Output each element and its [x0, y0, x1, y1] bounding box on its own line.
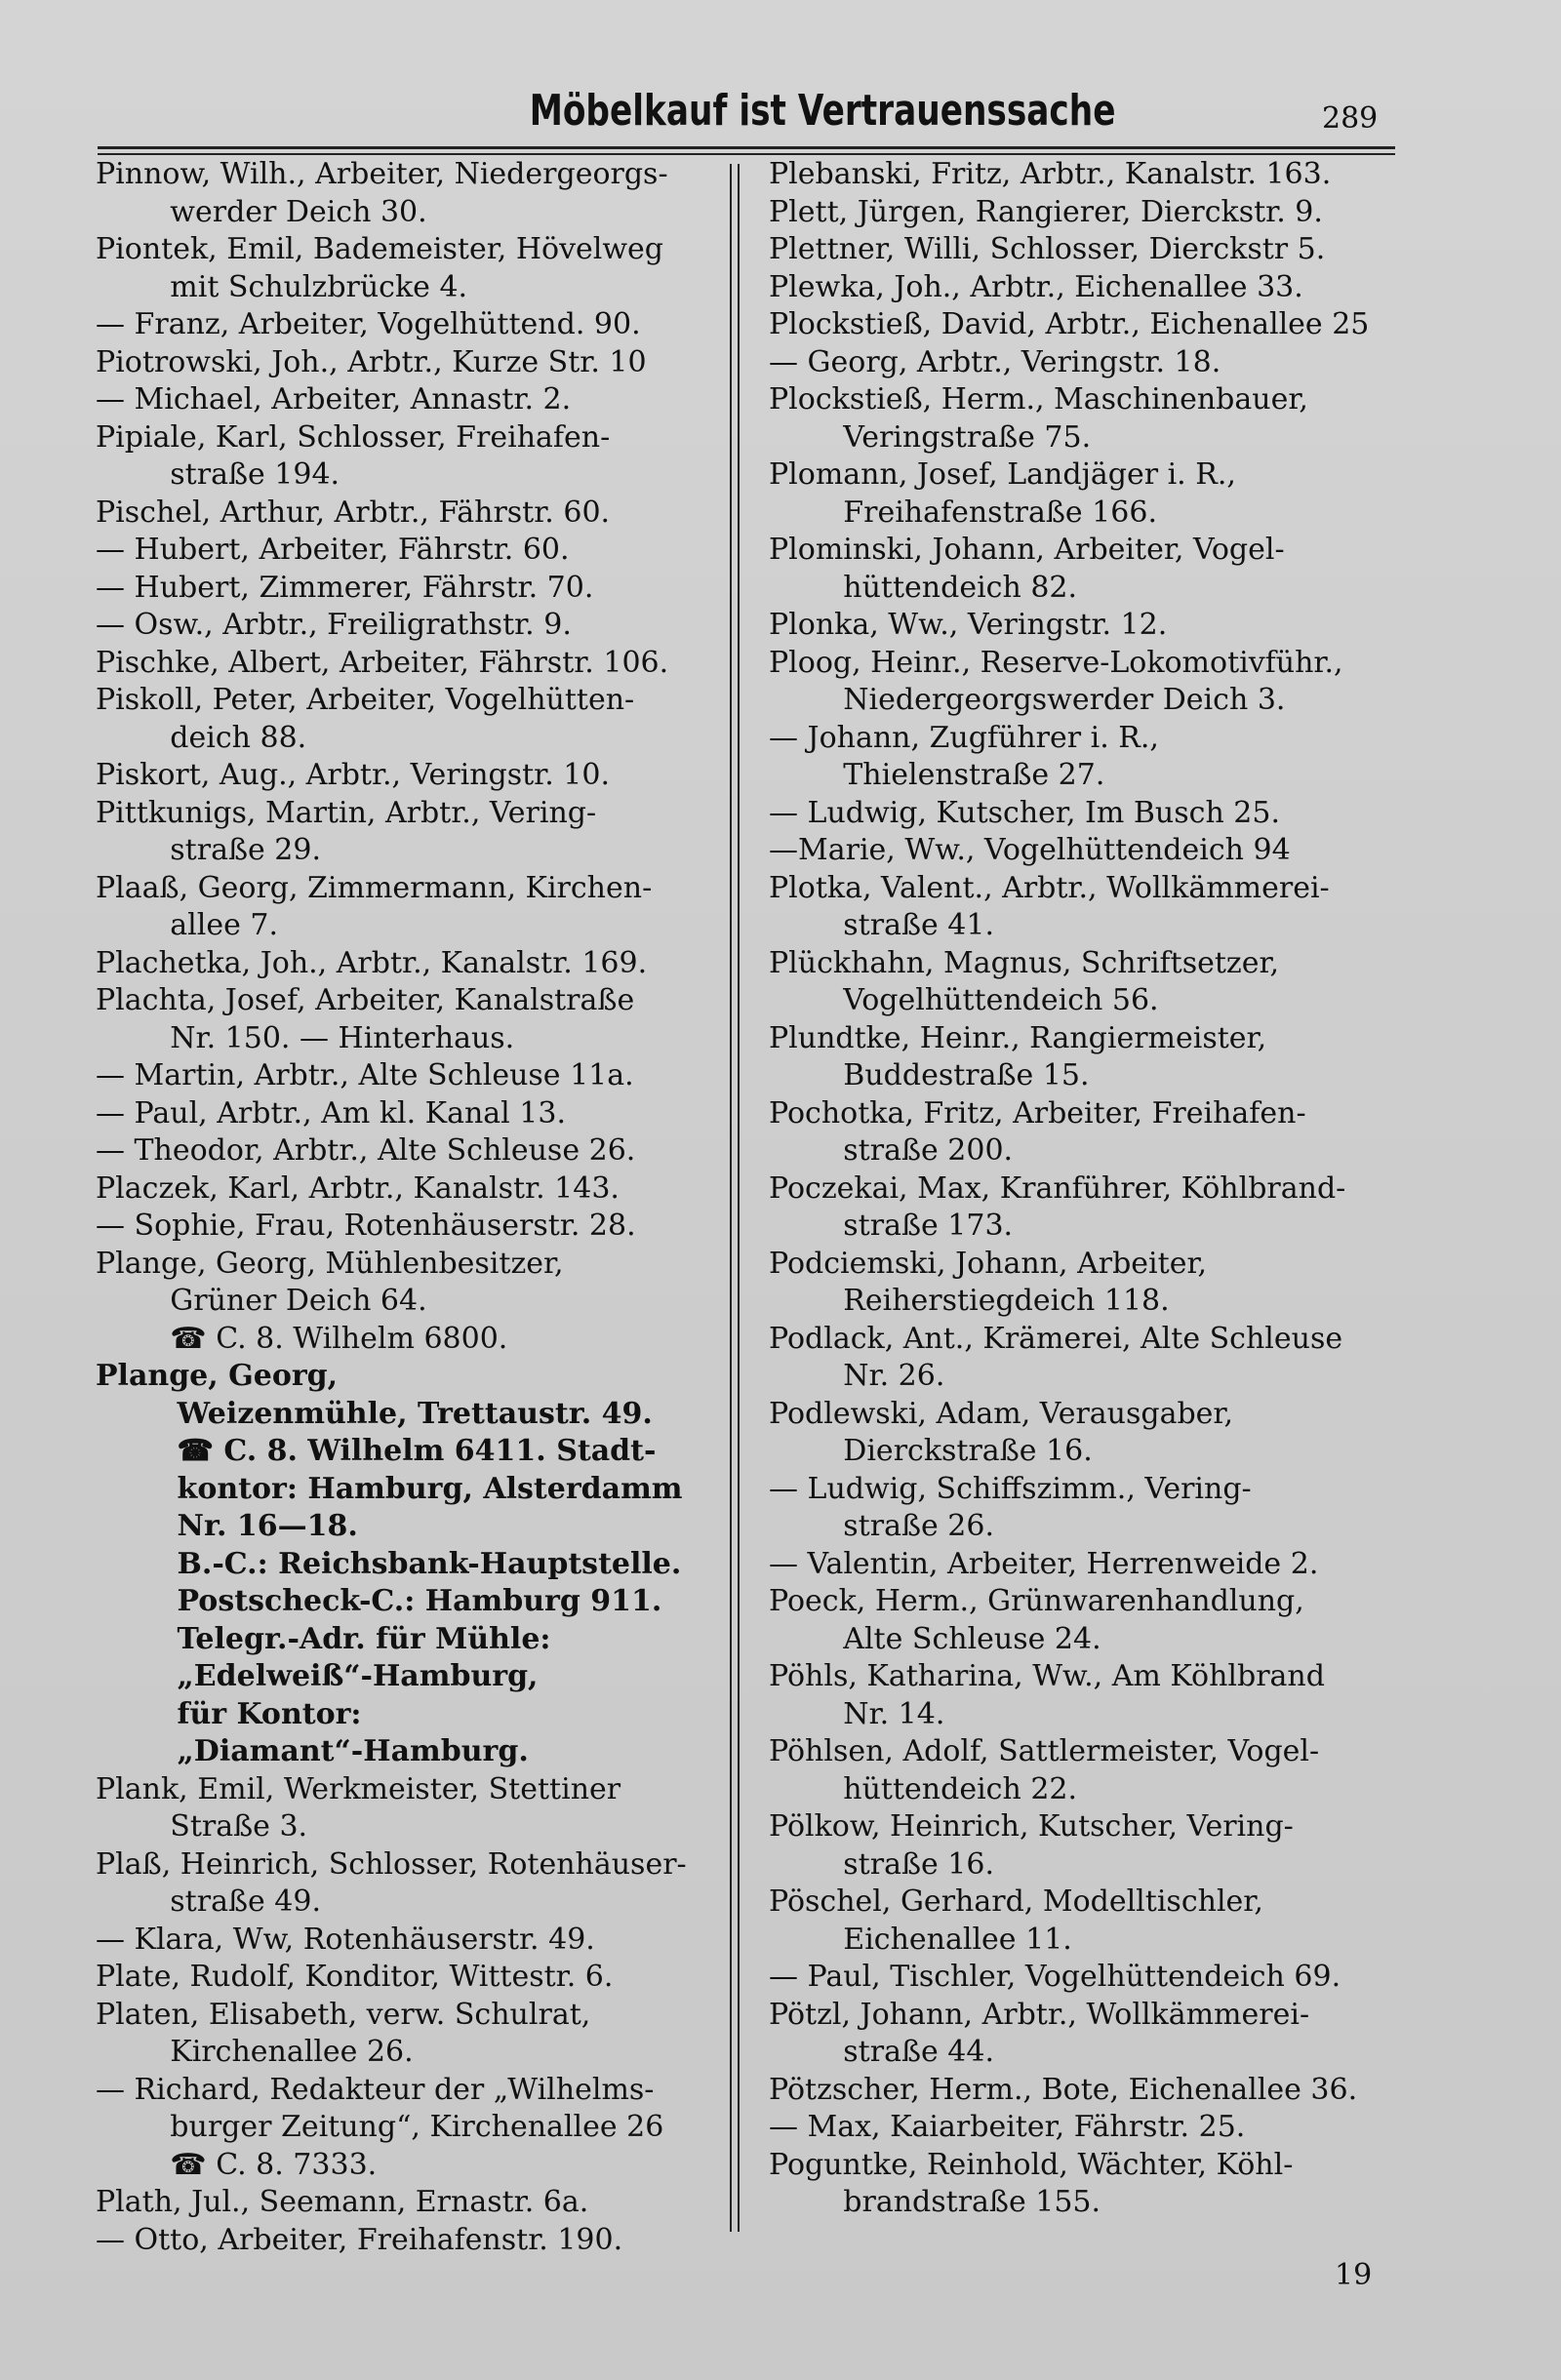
directory-entry-line: Plaaß, Georg, Zimmermann, Kirchen-: [96, 870, 653, 905]
directory-entry-line: für Kontor:: [96, 1696, 362, 1731]
directory-entry-line: Plachta, Josef, Arbeiter, Kanalstraße: [96, 983, 635, 1017]
directory-entry-line: — Paul, Arbtr., Am kl. Kanal 13.: [96, 1095, 567, 1130]
directory-entry-line: Poeck, Herm., Grünwarenhandlung,: [769, 1584, 1304, 1618]
directory-entry-line: Plange, Georg, Mühlenbesitzer,: [96, 1246, 564, 1281]
directory-entry-line: — Georg, Arbtr., Veringstr. 18.: [769, 344, 1221, 379]
directory-entry-line: kontor: Hamburg, Alsterdamm: [96, 1471, 683, 1506]
running-head: Möbelkauf ist Vertrauenssache: [529, 86, 1116, 136]
directory-entry-line: Plotka, Valent., Arbtr., Wollkämmerei-: [769, 870, 1330, 905]
directory-entry-line: — Hubert, Zimmerer, Fährstr. 70.: [96, 570, 594, 605]
directory-entry-line: — Ludwig, Kutscher, Im Busch 25.: [769, 795, 1281, 830]
directory-entry-line: Plett, Jürgen, Rangierer, Dierckstr. 9.: [769, 194, 1323, 229]
directory-entry-line: Placzek, Karl, Arbtr., Kanalstr. 143.: [96, 1170, 620, 1206]
directory-entry-line: Plockstieß, Herm., Maschinenbauer,: [769, 382, 1308, 416]
directory-entry-line: Plundtke, Heinr., Rangiermeister,: [769, 1020, 1267, 1055]
directory-entry-line: Pöhls, Katharina, Ww., Am Köhlbrand: [769, 1659, 1325, 1693]
directory-entry-line: Ploog, Heinr., Reserve-Lokomotivführ.,: [769, 645, 1343, 680]
column-divider: [738, 164, 740, 2232]
directory-entry-line: mit Schulzbrücke 4.: [96, 269, 468, 304]
directory-entry-line: Grüner Deich 64.: [96, 1284, 427, 1318]
directory-entry-line: — Paul, Tischler, Vogelhüttendeich 69.: [769, 1960, 1341, 1994]
directory-entry-line: werder Deich 30.: [96, 194, 427, 229]
directory-entry-line: brandstraße 155.: [769, 2185, 1101, 2219]
directory-entry-line: Pinnow, Wilh., Arbeiter, Niedergeorgs-: [96, 157, 668, 191]
directory-entry-line: Telegr.-Adr. für Mühle:: [96, 1621, 551, 1656]
directory-entry-line: Alte Schleuse 24.: [769, 1621, 1101, 1656]
directory-entry-line: Podlewski, Adam, Verausgaber,: [769, 1396, 1234, 1431]
directory-entry-line: Dierckstraße 16.: [769, 1434, 1093, 1468]
directory-entry-line: Pölkow, Heinrich, Kutscher, Vering-: [769, 1809, 1294, 1844]
directory-entry-line: — Klara, Ww, Rotenhäuserstr. 49.: [96, 1922, 595, 1957]
directory-entry-line: ☎ C. 8. Wilhelm 6411. Stadt-: [96, 1434, 657, 1468]
page-number: 289: [1322, 101, 1379, 136]
directory-entry-line: Plange, Georg,: [96, 1359, 339, 1393]
directory-entry-line: Veringstraße 75.: [769, 419, 1092, 455]
directory-entry-line: — Franz, Arbeiter, Vogelhüttend. 90.: [96, 307, 641, 341]
directory-entry-line: Plettner, Willi, Schlosser, Dierckstr 5.: [769, 232, 1326, 266]
directory-entry-line: — Theodor, Arbtr., Alte Schleuse 26.: [96, 1133, 636, 1168]
directory-entry-line: — Michael, Arbeiter, Annastr. 2.: [96, 382, 572, 416]
column-divider: [730, 164, 732, 2232]
directory-entry-line: hüttendeich 82.: [769, 570, 1078, 605]
directory-entry-line: Platen, Elisabeth, verw. Schulrat,: [96, 1997, 591, 2032]
directory-entry-line: Straße 3.: [96, 1809, 308, 1844]
directory-entry-line: — Osw., Arbtr., Freiligrathstr. 9.: [96, 608, 572, 642]
directory-entry-line: B.-C.: Reichsbank-Hauptstelle.: [96, 1546, 682, 1581]
header-rule: [98, 146, 1395, 149]
directory-entry-line: Plockstieß, David, Arbtr., Eichenallee 25: [769, 307, 1370, 341]
directory-entry-line: straße 16.: [769, 1846, 995, 1882]
directory-entry-line: — Ludwig, Schiffszimm., Vering-: [769, 1471, 1252, 1506]
directory-entry-line: Thielenstraße 27.: [769, 758, 1105, 792]
directory-entry-line: Buddestraße 15.: [769, 1058, 1090, 1092]
directory-entry-line: Plachetka, Joh., Arbtr., Kanalstr. 169.: [96, 945, 648, 980]
directory-entry-line: „Diamant“-Hamburg.: [96, 1734, 529, 1768]
directory-entry-line: — Johann, Zugführer i. R.,: [769, 720, 1159, 755]
signature-number: 19: [1335, 2258, 1373, 2292]
directory-entry-line: Nr. 14.: [769, 1696, 945, 1731]
directory-entry-line: Postscheck-C.: Hamburg 911.: [96, 1584, 662, 1618]
directory-entry-line: straße 49.: [96, 1884, 322, 1919]
directory-entry-line: Niedergeorgswerder Deich 3.: [769, 683, 1286, 717]
directory-entry-line: „Edelweiß“-Hamburg,: [96, 1659, 539, 1693]
directory-entry-line: — Martin, Arbtr., Alte Schleuse 11a.: [96, 1058, 634, 1092]
directory-entry-line: Vogelhüttendeich 56.: [769, 983, 1159, 1017]
directory-entry-line: Pötzscher, Herm., Bote, Eichenallee 36.: [769, 2072, 1358, 2107]
directory-entry-line: straße 44.: [769, 2035, 995, 2069]
header-rule-thin: [98, 153, 1395, 155]
directory-entry-line: Nr. 26.: [769, 1359, 945, 1393]
directory-entry-line: Pipiale, Karl, Schlosser, Freihafen-: [96, 419, 611, 455]
directory-entry-line: Plewka, Joh., Arbtr., Eichenallee 33.: [769, 269, 1303, 304]
directory-entry-line: ☎ C. 8. 7333.: [96, 2147, 378, 2182]
directory-entry-line: Plonka, Ww., Veringstr. 12.: [769, 608, 1168, 642]
directory-entry-line: Piskort, Aug., Arbtr., Veringstr. 10.: [96, 758, 611, 792]
directory-entry-line: straße 41.: [769, 908, 995, 942]
directory-entry-line: Reiherstiegdeich 118.: [769, 1284, 1170, 1318]
directory-entry-line: —Marie, Ww., Vogelhüttendeich 94: [769, 833, 1291, 867]
directory-entry-line: Pötzl, Johann, Arbtr., Wollkämmerei-: [769, 1997, 1310, 2032]
directory-entry-line: deich 88.: [96, 720, 307, 755]
directory-entry-line: Pittkunigs, Martin, Arbtr., Vering-: [96, 795, 597, 830]
directory-entry-line: Nr. 16—18.: [96, 1509, 358, 1543]
directory-entry-line: Poguntke, Reinhold, Wächter, Köhl-: [769, 2147, 1294, 2182]
directory-entry-line: Poczekai, Max, Kranführer, Köhlbrand-: [769, 1170, 1346, 1206]
directory-entry-line: Piskoll, Peter, Arbeiter, Vogelhütten-: [96, 683, 635, 717]
directory-entry-line: straße 194.: [96, 457, 340, 492]
directory-entry-line: Plath, Jul., Seemann, Ernastr. 6a.: [96, 2185, 589, 2219]
directory-entry-line: Pischel, Arthur, Arbtr., Fährstr. 60.: [96, 495, 611, 530]
directory-entry-line: straße 173.: [769, 1209, 1014, 1243]
directory-entry-line: straße 29.: [96, 833, 322, 867]
directory-entry-line: Plank, Emil, Werkmeister, Stettiner: [96, 1771, 621, 1806]
directory-entry-line: — Max, Kaiarbeiter, Fährstr. 25.: [769, 2110, 1246, 2144]
directory-entry-line: Pochotka, Fritz, Arbeiter, Freihafen-: [769, 1095, 1306, 1130]
directory-entry-line: Plückhahn, Magnus, Schriftsetzer,: [769, 945, 1280, 980]
directory-entry-line: Nr. 150. — Hinterhaus.: [96, 1020, 515, 1055]
directory-entry-line: — Richard, Redakteur der „Wilhelms-: [96, 2072, 655, 2107]
directory-entry-line: allee 7.: [96, 908, 279, 942]
directory-entry-line: Podciemski, Johann, Arbeiter,: [769, 1246, 1208, 1281]
directory-entry-line: burger Zeitung“, Kirchenallee 26: [96, 2110, 664, 2144]
directory-entry-line: — Sophie, Frau, Rotenhäuserstr. 28.: [96, 1209, 636, 1243]
directory-entry-line: Kirchenallee 26.: [96, 2035, 414, 2069]
directory-entry-line: Pöhlsen, Adolf, Sattlermeister, Vogel-: [769, 1734, 1320, 1768]
directory-entry-line: Podlack, Ant., Krämerei, Alte Schleuse: [769, 1321, 1343, 1356]
directory-entry-line: — Valentin, Arbeiter, Herrenweide 2.: [769, 1546, 1319, 1581]
directory-entry-line: straße 200.: [769, 1133, 1014, 1168]
left-column: [96, 156, 720, 2259]
right-column: [769, 156, 1403, 2222]
directory-entry-line: ☎ C. 8. Wilhelm 6800.: [96, 1321, 508, 1356]
directory-entry-line: Plate, Rudolf, Konditor, Wittestr. 6.: [96, 1960, 614, 1994]
directory-entry-line: — Hubert, Arbeiter, Fährstr. 60.: [96, 533, 570, 567]
directory-entry-line: Pischke, Albert, Arbeiter, Fährstr. 106.: [96, 645, 669, 680]
directory-entry-line: Plomann, Josef, Landjäger i. R.,: [769, 457, 1236, 492]
directory-entry-line: Plaß, Heinrich, Schlosser, Rotenhäuser-: [96, 1846, 687, 1882]
directory-entry-line: Pöschel, Gerhard, Modelltischler,: [769, 1884, 1263, 1919]
directory-entry-line: hüttendeich 22.: [769, 1771, 1078, 1806]
directory-entry-line: — Otto, Arbeiter, Freihafenstr. 190.: [96, 2222, 623, 2257]
directory-entry-line: Eichenallee 11.: [769, 1922, 1072, 1957]
directory-entry-line: straße 26.: [769, 1509, 995, 1543]
directory-entry-line: Plebanski, Fritz, Arbtr., Kanalstr. 163.: [769, 157, 1332, 191]
directory-entry-line: Piontek, Emil, Bademeister, Hövelweg: [96, 232, 663, 266]
directory-entry-line: Freihafenstraße 166.: [769, 495, 1157, 530]
directory-entry-line: Piotrowski, Joh., Arbtr., Kurze Str. 10: [96, 344, 647, 379]
directory-entry-line: Plominski, Johann, Arbeiter, Vogel-: [769, 533, 1285, 567]
directory-entry-line: Weizenmühle, Trettaustr. 49.: [96, 1396, 653, 1431]
